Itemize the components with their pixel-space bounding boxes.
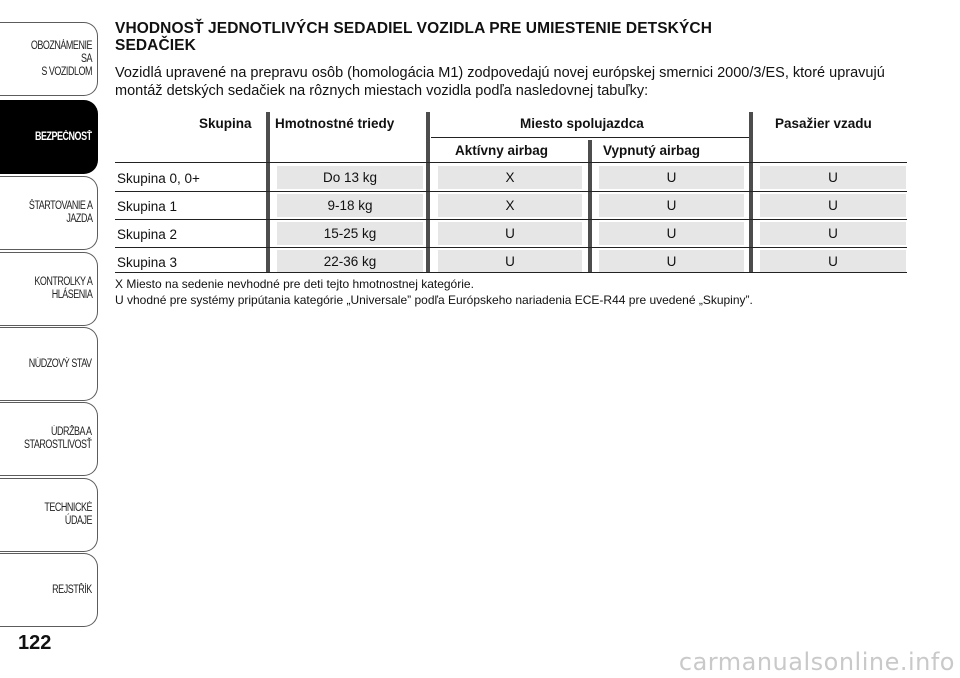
row-rule: [115, 219, 907, 220]
tab-maintenance[interactable]: ÚDRŽBA A STAROSTLIVOSŤ: [0, 402, 98, 476]
row-group-label: Skupina 2: [117, 227, 178, 242]
header-airbag-active: Aktívny airbag: [455, 143, 549, 158]
tab-vehicle-intro[interactable]: OBOZNÁMENIE SA S VOZIDLOM: [0, 22, 98, 96]
cell-rear: U: [760, 194, 906, 217]
header-rear: Pasažier vzadu: [775, 116, 872, 131]
cell-weight: 22-36 kg: [277, 250, 423, 273]
tab-safety[interactable]: BEZPEČNOSŤ: [0, 100, 98, 174]
table-notes: [115, 276, 915, 308]
cell-rear: U: [760, 222, 906, 245]
row-group-label: Skupina 0, 0+: [117, 171, 200, 186]
header-weight: Hmotnostné triedy: [275, 116, 395, 131]
divider-rear: [749, 112, 753, 272]
intro-paragraph: Vozidlá upravené na prepravu osôb (homologácia M1) zodpovedajú novej európskej smernici 2000/3/ES, ktoré upravujú montáž detských sedačiek na rôznych miestach vozidla podľa nasledovnej tabuľky:: [115, 65, 885, 99]
tab-technical-data[interactable]: TECHNICKÉ ÚDAJE: [0, 478, 98, 552]
divider-weight: [266, 112, 270, 272]
cell-weight: Do 13 kg: [277, 166, 423, 189]
section-title-line-1: VHODNOSŤ JEDNOTLIVÝCH SEDADIEL VOZIDLA PRE UMIESTENIE DETSKÝCH: [115, 20, 712, 37]
watermark: carmanualsonline.info: [678, 648, 955, 676]
header-underline: [431, 137, 749, 138]
tab-index[interactable]: REJSTŘÍK: [0, 553, 98, 627]
row-rule: [115, 247, 907, 248]
note-x: X Miesto na sedenie nevhodné pre deti tejto hmotnostnej kategórie.: [115, 277, 474, 291]
page-number: 122: [18, 632, 52, 654]
cell-airbag-active: U: [438, 250, 582, 273]
section-title: [115, 20, 915, 54]
divider-passenger: [426, 112, 430, 272]
tab-emergency[interactable]: NÚDZOVÝ STAV: [0, 327, 98, 401]
cell-airbag-active: U: [438, 222, 582, 245]
cell-rear: U: [760, 166, 906, 189]
cell-weight: 15-25 kg: [277, 222, 423, 245]
table-bottom-rule: [115, 272, 907, 273]
child-seat-table: [115, 112, 907, 274]
cell-airbag-off: U: [599, 194, 744, 217]
cell-rear: U: [760, 250, 906, 273]
cell-airbag-active: X: [438, 166, 582, 189]
tab-warning-lights[interactable]: KONTROLKY A HLÁSENIA: [0, 252, 98, 326]
header-group: Skupina: [199, 116, 252, 131]
divider-airbag: [588, 140, 592, 272]
note-u: U vhodné pre systémy pripútania kategórie „Universale” podľa Európskeho nariadenia ECE-R44 pre uvedené „Skupiny”.: [115, 293, 753, 307]
section-content: [115, 20, 915, 100]
header-airbag-off: Vypnutý airbag: [603, 143, 701, 158]
table-header-rule: [115, 162, 907, 163]
row-rule: [115, 191, 907, 192]
cell-weight: 9-18 kg: [277, 194, 423, 217]
header-passenger-seat: Miesto spolujazdca: [520, 116, 644, 131]
row-group-label: Skupina 1: [117, 199, 178, 214]
cell-airbag-off: U: [599, 166, 744, 189]
row-group-label: Skupina 3: [117, 255, 178, 270]
cell-airbag-active: X: [438, 194, 582, 217]
section-title-line-2: SEDAČIEK: [115, 37, 196, 54]
cell-airbag-off: U: [599, 250, 744, 273]
tab-starting-driving[interactable]: ŠTARTOVANIE A JAZDA: [0, 176, 98, 250]
cell-airbag-off: U: [599, 222, 744, 245]
